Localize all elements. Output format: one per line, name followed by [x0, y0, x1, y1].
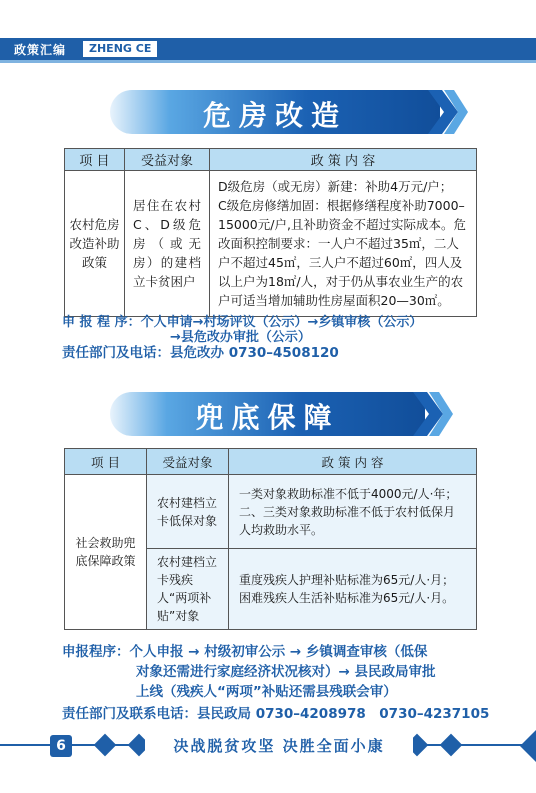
security-policy-table [64, 448, 477, 630]
procedure-text-cont: →县危改办审批（公示） [170, 330, 311, 345]
target-cell: 居住在农村C、D级危房（或无房）的建档立卡贫困户 [125, 171, 210, 317]
housing-policy-table [64, 148, 477, 317]
header-divider [0, 60, 536, 63]
policy-cell [210, 171, 477, 317]
diamond-icon [94, 734, 117, 757]
page-header [0, 0, 536, 64]
procedure-text: 申 报 程 序：个人申请→村场评议（公示）→乡镇审核（公示） [62, 315, 423, 330]
header-strip [0, 38, 536, 60]
header-target: 受益对象 [125, 149, 210, 171]
footer-slogan: 决战脱贫攻坚 决胜全面小康 [173, 737, 385, 755]
table-row [65, 475, 477, 549]
target-cell: 农村建档立卡低保对象 [147, 475, 229, 549]
contact-text: 责任部门及联系电话：县民政局 0730–4208978 0730–4237105 [62, 706, 490, 722]
item-cell: 农村危房改造补助政策 [65, 171, 125, 317]
section-banner-housing [110, 90, 460, 134]
triangle-icon [520, 730, 536, 762]
section-title: 危房改造 [202, 99, 347, 132]
policy-cell: 重度残疾人护理补贴标准为65元/人·月；困难残疾人生活补贴标准为65元/人·月。 [229, 549, 477, 630]
procedure-text-cont: 对象还需进行家庭经济状况核对）→ 县民政局审批 [136, 664, 436, 680]
policy-line: D级危房（或无房）新建：补助4万元/户； [218, 179, 453, 194]
header-item: 项 目 [65, 449, 147, 475]
page-number: 6 [50, 735, 72, 757]
table-header-row [65, 449, 477, 475]
header-target: 受益对象 [147, 449, 229, 475]
procedure-text: 申报程序：个人申报 → 村级初审公示 → 乡镇调查审核（低保 [62, 644, 428, 660]
procedure-text-cont: 上线（残疾人“两项”补贴还需县残联会审） [136, 684, 397, 700]
section-title: 兜底保障 [195, 401, 340, 434]
header-item: 项 目 [65, 149, 125, 171]
diamond-icon [440, 734, 463, 757]
item-cell: 社会救助兜底保障政策 [65, 475, 147, 630]
target-cell: 农村建档立卡残疾人“两项补贴”对象 [147, 549, 229, 630]
double-chevron-icon [428, 90, 468, 134]
table-row [65, 171, 477, 317]
section-banner-security [110, 392, 450, 436]
category-en-label: ZHENG CE [83, 41, 157, 57]
category-label: 政策汇编 [14, 43, 67, 57]
contact-text: 责任部门及电话：县危改办 0730–4508120 [62, 345, 339, 361]
header-policy: 政 策 内 容 [229, 449, 477, 475]
header-policy: 政 策 内 容 [210, 149, 477, 171]
policy-line: C级危房修缮加固：根据修缮程度补助7000–15000元/户,且补助资金不超过实际成本。危改面积控制要求：一人户不超过35㎡，二人户不超过45㎡，三人户不超过60㎡，四人及以上户为18㎡/人，对于仍从事农业生产的农户可适当增加辅助性房屋面积20—30㎡。 [218, 198, 466, 308]
double-chevron-icon [413, 392, 453, 436]
table-header-row [65, 149, 477, 171]
policy-cell: 一类对象救助标准不低于4000元/人·年；二、三类对象救助标准不低于农村低保月人均救助水平。 [229, 475, 477, 549]
